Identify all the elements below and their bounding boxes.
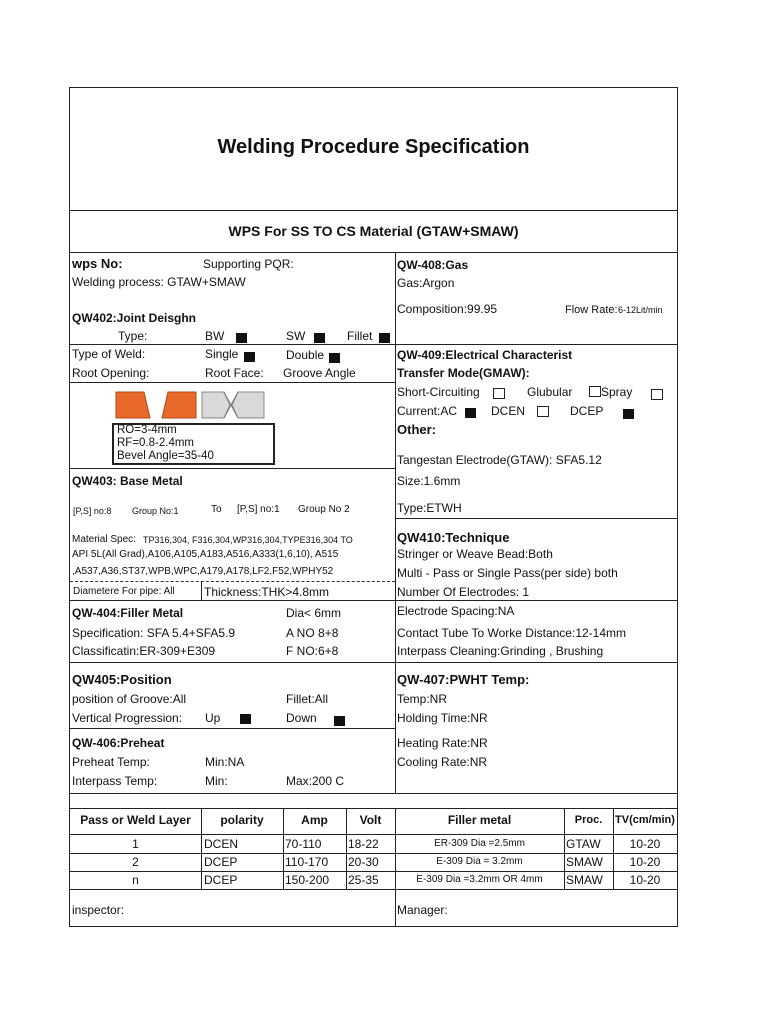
qw410-title: QW410:Technique (397, 530, 510, 545)
table-row-border (70, 889, 677, 890)
tangestan-electrode: Tangestan Electrode(GTAW): SFA5.12 (397, 453, 602, 467)
divider (70, 344, 395, 345)
up-checkbox[interactable] (240, 714, 251, 724)
table-cell-tv: 10-20 (629, 855, 661, 869)
interpass-cleaning: Interpass Cleaning:Grinding , Brushing (397, 644, 604, 658)
bw-checkbox[interactable] (236, 333, 247, 343)
qw405-title: QW405:Position (72, 672, 172, 687)
type-of-weld-label: Type of Weld: (72, 347, 146, 361)
table-header-border (70, 834, 677, 835)
diameter-for-pipe: Diametere For pipe: All (73, 586, 175, 597)
gas: Gas:Argon (397, 276, 455, 290)
column-divider (395, 252, 396, 793)
preheat-temp-label: Preheat Temp: (72, 755, 150, 769)
group-no-1: Group No:1 (132, 506, 179, 516)
other-label: Other: (397, 422, 436, 437)
pwht-temp: Temp:NR (397, 692, 448, 706)
preheat-min: Min:NA (205, 755, 245, 769)
holding-time: Holding Time:NR (397, 711, 488, 725)
joint-bevel-diagram (114, 388, 274, 422)
classification: Classificatin:ER-309+E309 (72, 644, 216, 658)
group-no-2: Group No 2 (298, 504, 350, 515)
dashed-divider (70, 581, 395, 582)
table-cell-volt: 20-30 (348, 855, 379, 869)
down-checkbox[interactable] (334, 716, 345, 726)
table-cell-polarity: DCEP (204, 873, 238, 887)
material-spec-line1: TP316,304, F316,304,WP316,304,TYPE316,304 TO (143, 535, 353, 545)
table-cell-amp: 70-110 (285, 837, 322, 851)
divider (70, 382, 395, 383)
root-face-label: Root Face: (205, 366, 264, 380)
dia-limit: Dia< 6mm (286, 606, 342, 620)
glubular-checkbox[interactable] (589, 386, 601, 397)
divider (70, 793, 677, 794)
divider (70, 600, 677, 601)
ps-no-8: [P,S] no:8 (73, 506, 112, 516)
manager-label: Manager: (397, 903, 448, 917)
dcep-checkbox[interactable] (623, 409, 634, 419)
current-ac-label: Current:AC (397, 404, 458, 418)
groove-angle-label: Groove Angle (283, 366, 356, 380)
fillet-checkbox[interactable] (379, 333, 390, 343)
table-cell-filler: E-309 Dia =3.2mm OR 4mm (416, 874, 543, 885)
divider (70, 662, 677, 663)
dcep-label: DCEP (570, 404, 604, 418)
table-cell-proc: GTAW (566, 837, 601, 851)
electrode-spacing: Electrode Spacing:NA (397, 604, 515, 618)
single-checkbox[interactable] (244, 352, 255, 362)
divider (70, 468, 395, 469)
bevel-plate-left (116, 392, 150, 418)
a-no: A NO 8+8 (286, 626, 339, 640)
welding-process: Welding process: GTAW+SMAW (72, 275, 246, 289)
qw404-title: QW-404:Filler Metal (72, 606, 184, 620)
bevel-plate-right (162, 392, 196, 418)
flow-rate-value: 6-12Lit/min (618, 305, 663, 315)
joint-legend-rf: RF=0.8-2.4mm (117, 437, 195, 449)
cell-divider (201, 581, 202, 600)
table-row-border (70, 871, 677, 872)
table-cell-proc: SMAW (566, 873, 603, 887)
fillet-all: Fillet:All (286, 692, 329, 706)
wps-document (69, 87, 678, 927)
fillet-label: Fillet (347, 329, 373, 343)
electrode-size: Size:1.6mm (397, 474, 461, 488)
table-header-pass: Pass or Weld Layer (80, 813, 191, 827)
material-spec-label: Material Spec: (72, 534, 136, 545)
supporting-pqr: Supporting PQR: (203, 257, 294, 271)
table-cell-amp: 110-170 (285, 855, 329, 869)
page-title: Welding Procedure Specification (217, 136, 530, 158)
cooling-rate: Cooling Rate:NR (397, 755, 488, 769)
qw409-title: QW-409:Electrical Characterist (397, 348, 573, 362)
table-header-proc: Proc. (574, 814, 603, 826)
divider (395, 518, 677, 519)
table-top-border (70, 808, 677, 809)
table-header-volt: Volt (359, 813, 382, 827)
wps-no-label: wps No: (72, 256, 123, 271)
table-header-filler-metal: Filler metal (447, 813, 512, 827)
table-cell-amp: 150-200 (285, 873, 330, 887)
material-spec-line2: API 5L(All Grad),A106,A105,A183,A516,A333(1,6,10), A515 (72, 549, 339, 560)
material-spec-line3: ,A537,A36,ST37,WPB,WPC,A179,A178,LF2,F52,WPHY52 (72, 566, 334, 577)
ps-no-1: [P,S] no:1 (237, 504, 280, 515)
f-no: F NO:6+8 (286, 644, 339, 658)
table-row: 2 (132, 855, 139, 869)
divider (70, 252, 677, 253)
table-header-polarity: polarity (220, 813, 264, 827)
table-cell-filler: E-309 Dia = 3.2mm (436, 856, 523, 867)
table-cell-tv: 10-20 (629, 837, 661, 851)
multi-pass: Multi - Pass or Single Pass(per side) both (397, 566, 618, 580)
dcen-checkbox[interactable] (537, 406, 549, 417)
type-label: Type: (118, 329, 148, 343)
joint-legend-ro: RO=3-4mm (117, 424, 177, 436)
sw-checkbox[interactable] (314, 333, 325, 343)
electrode-type: Type:ETWH (397, 501, 462, 515)
position-of-groove: position of Groove:All (72, 692, 187, 706)
divider (70, 728, 395, 729)
table-cell-polarity: DCEP (204, 855, 238, 869)
root-opening-label: Root Opening: (72, 366, 150, 380)
table-row: n (132, 873, 139, 887)
table-header-amp: Amp (301, 813, 328, 827)
table-cell-volt: 18-22 (348, 837, 379, 851)
current-ac-checkbox[interactable] (465, 408, 476, 418)
specification: Specification: SFA 5.4+SFA5.9 (72, 626, 236, 640)
qw408-title: QW-408:Gas (397, 258, 469, 272)
qw402-title: QW402:Joint Deisghn (72, 311, 197, 325)
composition: Composition:99.95 (397, 302, 498, 316)
interpass-min: Min: (205, 774, 228, 788)
wps-subtitle: WPS For SS TO CS Material (GTAW+SMAW) (228, 223, 519, 239)
table-header-tv: TV(cm/min) (615, 814, 675, 826)
joint-legend-bevel: Bevel Angle=35-40 (117, 450, 214, 462)
table-cell-tv: 10-20 (629, 873, 661, 887)
short-circuiting-checkbox[interactable] (493, 388, 505, 399)
number-of-electrodes: Number Of Electrodes: 1 (397, 585, 530, 599)
down-label: Down (286, 711, 317, 725)
spray-checkbox[interactable] (651, 389, 663, 400)
interpass-temp-label: Interpass Temp: (72, 774, 158, 788)
transfer-mode: Transfer Mode(GMAW): (397, 366, 530, 380)
up-label: Up (205, 711, 221, 725)
thickness: Thickness:THK>4.8mm (204, 585, 330, 599)
double-checkbox[interactable] (329, 353, 340, 363)
inspector-label: inspector: (72, 903, 125, 917)
qw406-title: QW-406:Preheat (72, 736, 165, 750)
dcen-label: DCEN (491, 404, 526, 418)
table-row-border (70, 853, 677, 854)
double-label: Double (286, 348, 325, 362)
short-circuiting-label: Short-Circuiting (397, 385, 480, 399)
stringer-weave: Stringer or Weave Bead:Both (397, 547, 553, 561)
divider (70, 210, 677, 211)
flow-rate-label: Flow Rate: (565, 304, 618, 316)
qw407-title: QW-407:PWHT Temp: (397, 672, 530, 687)
table-row: 1 (132, 837, 139, 851)
vertical-progression: Vertical Progression: (72, 711, 183, 725)
table-cell-polarity: DCEN (204, 837, 239, 851)
table-cell-volt: 25-35 (348, 873, 379, 887)
bw-label: BW (205, 329, 225, 343)
glubular-label: Glubular (527, 385, 573, 399)
double-bevel-plate-right (232, 392, 264, 418)
interpass-max: Max:200 C (286, 774, 345, 788)
table-cell-filler: ER-309 Dia =2.5mm (434, 838, 525, 849)
contact-tube-distance: Contact Tube To Worke Distance:12-14mm (397, 626, 626, 640)
qw403-title: QW403: Base Metal (72, 474, 183, 488)
to-label: To (211, 504, 222, 515)
spray-label: Spray (601, 385, 633, 399)
single-label: Single (205, 347, 239, 361)
heating-rate: Heating Rate:NR (397, 736, 488, 750)
divider (395, 344, 677, 345)
sw-label: SW (286, 329, 306, 343)
table-cell-proc: SMAW (566, 855, 603, 869)
